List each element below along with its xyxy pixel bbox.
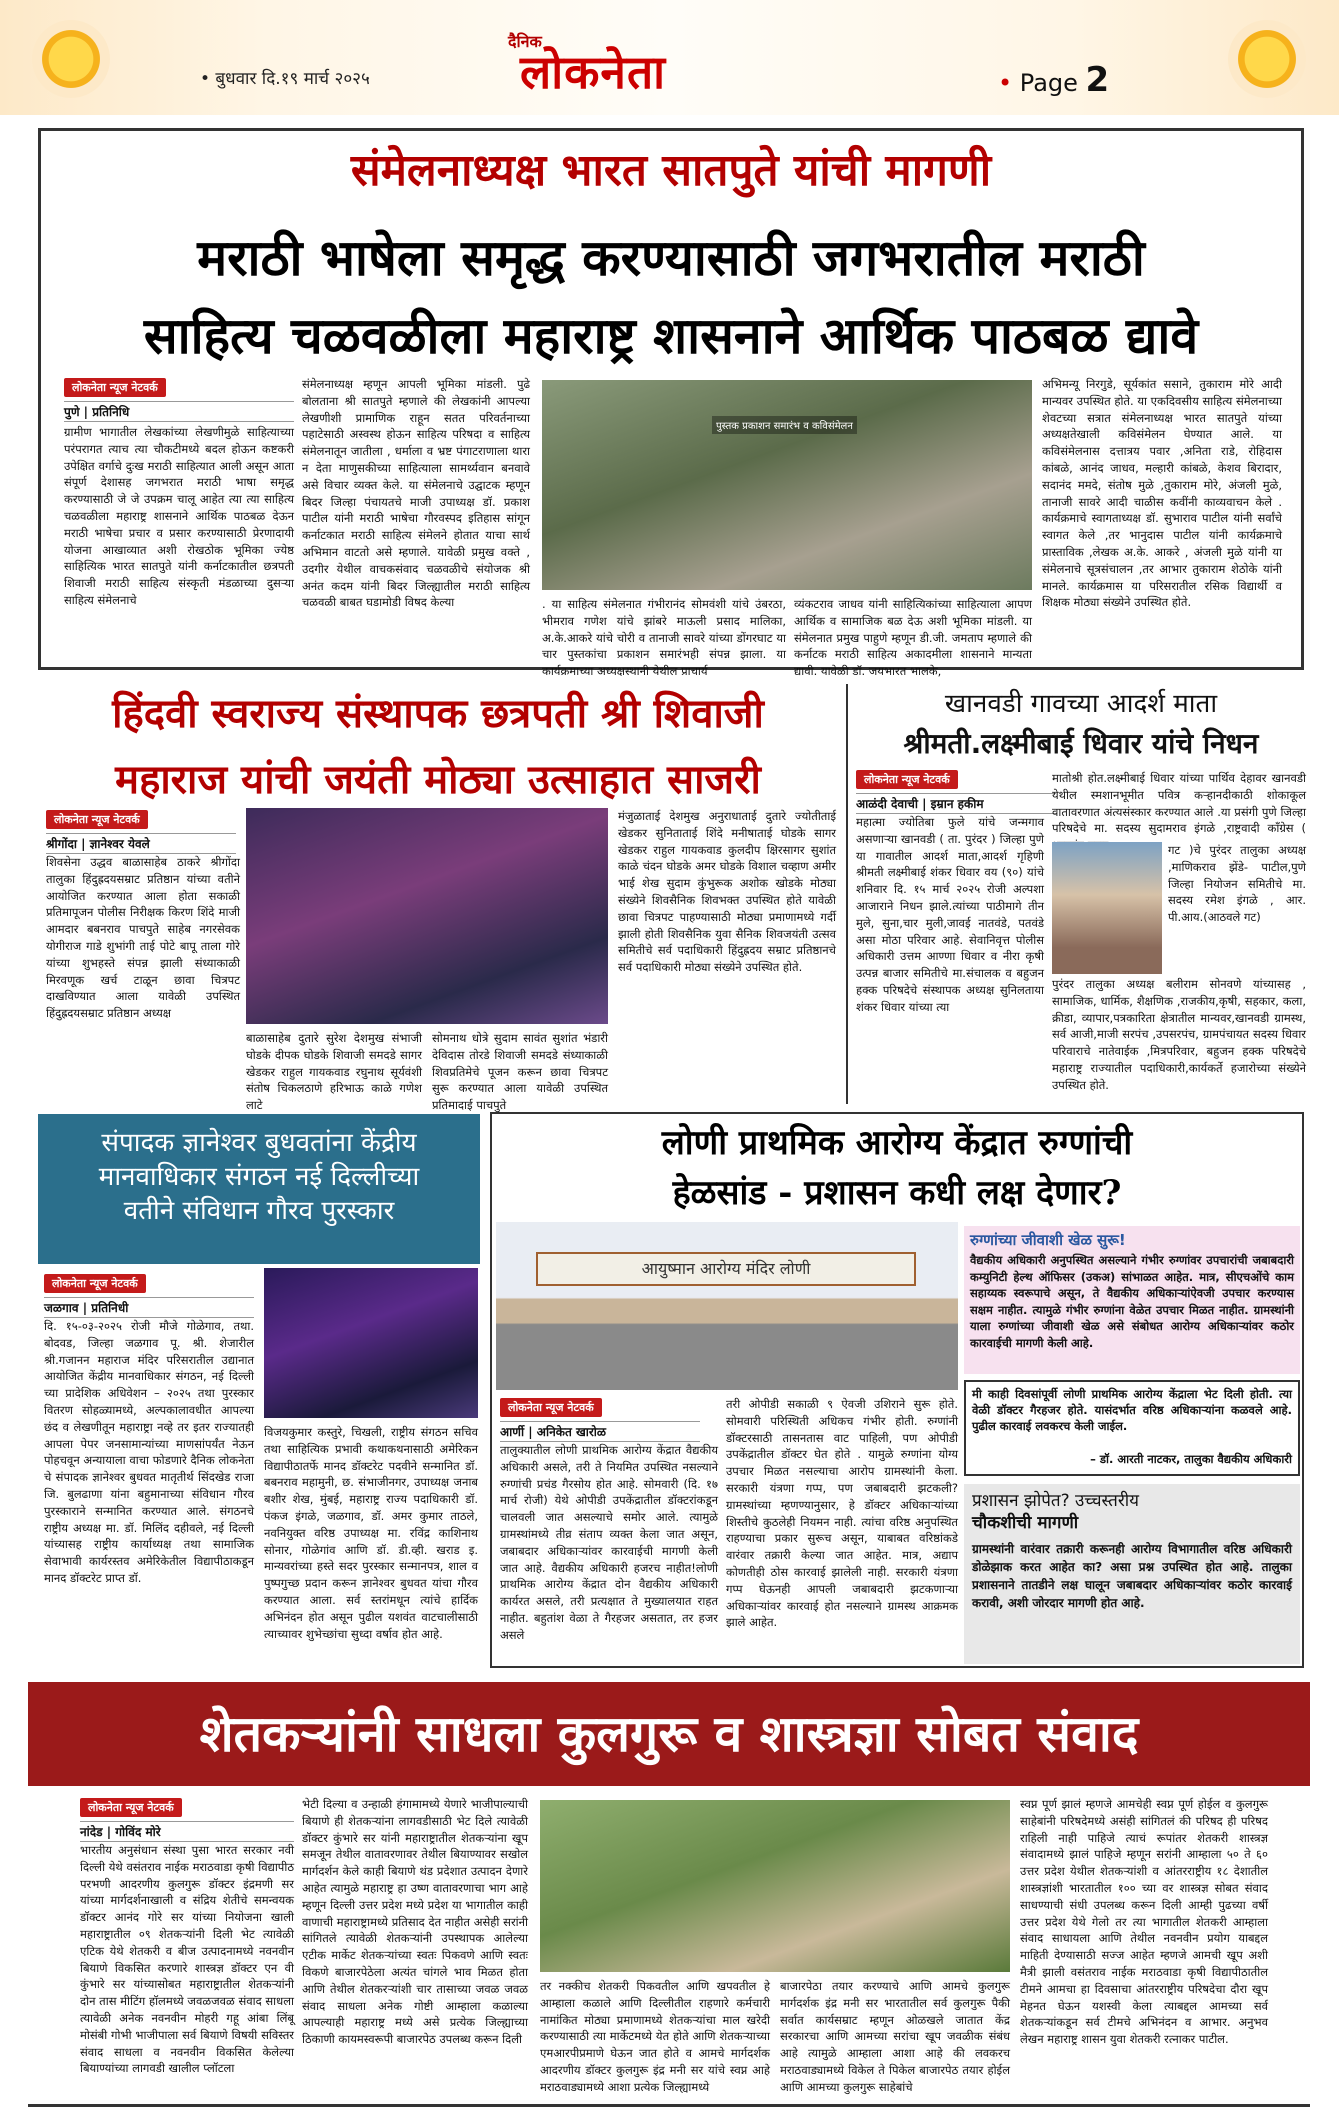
article-column: गट )चे पुरंदर तालुका अध्यक्ष ,माणिकराव झेंडे- पाटील,पुणे जिल्हा नियोजन समितीचे मा. सदस्य रमेश इंगळे , आर. पी.आय.(आठवले गट): [1168, 843, 1306, 925]
box-title: चौकशीची मागणी: [972, 1513, 1079, 1533]
network-tag: लोकनेता न्यूज नेटवर्क: [80, 1798, 182, 1817]
byline: [856, 768, 1056, 818]
award-photo: [264, 1268, 478, 1418]
box-title: रुग्णांच्या जीवाशी खेळ सुरू!: [970, 1231, 1126, 1249]
brand-name: लोकनेता: [520, 45, 667, 99]
farmers-photo: [540, 1800, 1010, 1972]
info-box: [964, 1226, 1300, 1374]
box-title: प्रशासन झोपेत? उच्चस्तरीय: [972, 1491, 1140, 1511]
article-column: तर नक्कीच शेतकरी पिकवतील आणि खपवतील हे आम्हाला कळाले आणि दिल्लीतील राहणारे कर्मचारी नामांकित मोठ्या प्रमाणामध्ये शेतकऱ्यांचा माल खरेदी करण्यासाठी त्या मार्केटमध्ये येत होते आणि शेतकऱ्याच्या एमआरपीप्रमाणे घेऊन जात होते व आमचे मार्गदर्शक आदरणीय डॉक्टर कुलगुरू इंद्र मनी सर यांचे स्वप्न आहे मराठवाड्यामध्ये आशा प्रत्येक जिल्ह्यामध्ये: [540, 1979, 770, 2094]
kicker: संमेलनाध्यक्ष भारत सातपुते यांची मागणी: [350, 145, 992, 196]
bottom-rule: [28, 2104, 1310, 2107]
article-column: बाजारपेठा तयार करण्याचे आणि आमचे कुलगुरू मार्गदर्शक इंद्र मनी सर भारतातील सर्व कुलगुरू पैकी सर्वात कार्यसम्राट म्हणून ओळखले जातात केंद्र सरकारचा आणि आमच्या सरांचा खूप जवळीक संबंध आहे त्यामुळे आम्हाला आशा आहे की लवकरच मराठवाड्यामध्ये विकेल ते पिकेल बाजारपेठ तयार होईल आणि आमच्या कुलगुरू साहेबांचे: [780, 1979, 1010, 2094]
banner-caption: पुस्तक प्रकाशन समारंभ व कविसंमेलन: [712, 416, 857, 434]
headline: शेतकऱ्यांनी साधला कुलगुरू व शास्त्रज्ञा सोबत संवाद: [28, 1682, 1310, 1786]
article-column: ग्रामीण भागातील लेखकांच्या लेखणीमुळे साहित्याच्या परंपरागत त्याच त्या चौकटीमध्ये बदल होऊन कष्टकरी उपेक्षित वर्गाचे दुःख मराठी साहित्यात आली असून आता संपूर्ण देशासह जगभरात मराठी भाषा समृद्ध करण्यासाठी जे जे उपक्रम चालू आहेत त्या त्या साहित्य चळवळीला महाराष्ट्र शासनाने आर्थिक पाठबळ देऊन मराठी भाषेचा प्रचार व प्रसार करण्यासाठी प्रेरणादायी योजना आखाव्यात अशी रोखठोक भूमिका ज्येष्ठ साहित्यिक भारत सातपुते यांनी कर्नाटकातील छत्रपती शिवाजी मराठी साहित्य संस्कृती मंडळाच्या दुसऱ्या साहित्य संमेलनाचे: [64, 425, 294, 607]
article-column: महात्मा ज्योतिबा फुले यांचे जन्मगाव असणाऱ्या खानवडी ( ता. पुरंदर ) जिल्हा पुणे या गावातील आदर्श माता,आदर्श गृहिणी श्रीमती लक्ष्मीबाई शंकर धिवार वय (९०) यांचे शनिवार दि. १५ मार्च २०२५ रोजी अल्पशा आजाराने निधन झाले.त्यांच्या पाठीमागे तीन मुले, सुना,चार मुली,जावई नातवंडे, पतवंडे असा मोठा परिवार आहे. सेवानिवृत्त पोलीस अधिकारी उत्तम आण्णा धिवार व नीरा कृषी उत्पन्न बाजार समितीचे मा.संचालक व बहुजन हक्क परिषदेचे संस्थापक अध्यक्ष सुनिलताया शंकर धिवार यांच्या त्या: [856, 815, 1044, 1014]
headline: खानवडी गावच्या आदर्श माता: [944, 689, 1218, 719]
article-column: व्यंकटराव जाधव यांनी साहित्यिकांच्या साहित्याला आपण आर्थिक व सामाजिक बळ देऊ अशी भूमिका मांडली. या संमेलनात प्रमुख पाहुणे म्हणून डी.जी. जमताप म्हणाले की कर्नाटक मराठी साहित्य अकादमीला शासनाने मान्यता द्यावी. यावेळी डॉ. जयभारत भालके,: [794, 597, 1032, 679]
dateline: नांदेड | गोविंद मोरे: [80, 1821, 294, 1842]
byline: [500, 1396, 700, 1446]
article-column: शिवसेना उद्धव बाळासाहेब ठाकरे श्रीगोंदा तालुका हिंदुह्रदयसम्राट प्रतिष्ठान यांच्या वतीने आयोजित करण्यात आला होता सकाळी प्रतिमापूजन पोलीस निरीक्षक किरण शिंदे माजी आमदार बबनराव पाचपुते साहेब नगरसेवक योगीराज गाडे शुभांगी ताई पोटे बापू ताला गोरे यांच्या शुभहस्ते संपन्न झाली संध्याकाळी मिरवणूक खर्च टाळून छावा चित्रपट दाखविण्यात आला यावेळी उपस्थित हिंदुह्रदयसम्राट प्रतिष्ठान अध्यक्ष: [46, 855, 240, 1021]
page-number: • Page 2: [998, 60, 1110, 100]
article-column: बाळासाहेब दुतारे सुरेश देशमुख संभाजी घोडके दीपक घोडके शिवाजी समदडे सागर खेडकर राहुल गायकवाड रघुनाथ सूर्यवंशी संतोष चिकलठाणे हरिभाऊ काळे गणेश लाटे: [246, 1031, 422, 1113]
article-column: दि. १५-०३-२०२५ रोजी मौजे गोळेगाव, तथा. बोदवड, जिल्हा जळगाव पू. श्री. शेजारील श्री.गजानन महाराज मंदिर परिसरातील उद्यानात आयोजित केंद्रीय मानवाधिकार संगठन, नई दिल्ली च्या प्रादेशिक अधिवेशन – २०२५ तथा पुरस्कार वितरण सोहळ्यामध्ये, अल्पकालावधीत आपल्या छंद व लेखणीतून महाराष्ट्रा नव्हे तर इतर राज्यातही आपला पेपर जनसामान्यांच्या माणसांपर्यंत नेऊन पोहचवून अन्यायाला वाचा फोडणारे दैनिक लोकनेता चे संपादक ज्ञानेश्वर बुधवत मातृतीर्थ सिंदखेड राजा जि. बुलढाणा यांना बहुमानाच्या संविधान गौरव पुरस्काराने सन्मानित करण्यात आले. संगठनचे राष्ट्रीय अध्यक्ष मा. डॉ. मिलिंद दहीवले, नई दिल्ली यांच्यासह राष्ट्रीय कार्याध्यक्ष तथा सामाजिक सेवाभावी कार्यरस्तव अमेरिकेतील विद्यापीठाकडून मानद डॉक्टरेट प्राप्त डॉ.: [44, 1319, 254, 1585]
masthead: [0, 0, 1339, 115]
byline: [64, 376, 294, 426]
box-body: वैद्यकीय अधिकारी अनुपस्थित असल्याने गंभीर रुग्णांवर उपचारांची जबाबदारी कम्युनिटी हेल्थ ऑफिसर (उकअ) सांभाळत आहेत. मात्र, सीएचओंचे काम सहाय्यक स्वरूपाचे असून, ते वैद्यकीय अधिकाऱ्यांऐवजी उपचार करण्यास सक्षम नाहीत. त्यामुळे गंभीर रुग्णांना वेळेत उपचार मिळत नाहीत. ग्रामस्थांनी याला रुग्णांच्या जीवाशी खेळ असे संबोधत आरोग्य अधिकाऱ्यांवर कठोर कारवाईची मागणी केली आहे.: [970, 1253, 1294, 1350]
sun-icon: [1228, 20, 1306, 98]
network-tag: लोकनेता न्यूज नेटवर्क: [46, 810, 148, 829]
byline: [46, 808, 236, 858]
network-tag: लोकनेता न्यूज नेटवर्क: [64, 378, 166, 397]
brand-prefix: दैनिक: [508, 32, 542, 51]
headline: संपादक ज्ञानेश्वर बुधवतांना केंद्रीय: [101, 1128, 417, 1158]
column-divider: [846, 684, 848, 1104]
dateline: श्रीगोंदा | ज्ञानेश्वर येवले: [46, 833, 236, 854]
byline: [44, 1272, 254, 1322]
headline: श्रीमती.लक्ष्मीबाई धिवार यांचे निधन: [903, 727, 1259, 760]
headline: वतीने संविधान गौरव पुरस्कार: [123, 1196, 395, 1226]
award-headline-box: [38, 1114, 480, 1264]
article-column: मंजुळाताई देशमुख अनुराधाताई दुतारे ज्योतीताई खेडकर सुनिताताई शिंदे मनीषाताई घोडके सागर खेडकर राहुल गायकवाड कुलदीप क्षिरसागर सुशांत काळे चंदन घोडके अमर घोडके विशाल चव्हाण अमीर भाई शेख सुदाम कुंभुरूक अशोक खोडके मोठ्या संख्येने शिवसैनिक शिवभक्त उपस्थित होते यावेळी छावा चित्रपट पाहण्यासाठी मोठ्या प्रमाणामध्ये गर्दी झाली होती शिवसैनिक युवा सैनिक शिवजयंती उत्सव समितीचे सर्व पदाधिकारी हिंदुह्रदय सम्राट प्रतिष्ठानचे सर्व पदाधिकारी मोठ्या संख्येने उपस्थित होते.: [618, 809, 836, 975]
headline: साहित्य चळवळीला महाराष्ट्र शासनाने आर्थिक पाठबळ द्यावे: [143, 306, 1199, 365]
event-photo: [246, 808, 608, 1024]
issue-date: • बुधवार दि.१९ मार्च २०२५: [200, 69, 370, 89]
article-column: स्वप्न पूर्ण झालं म्हणजे आमचेही स्वप्न पूर्ण होईल व कुलगुरू साहेबांनी परिषदेमध्ये असंही सांगितलं की परिषद ही परिषद राहिली नाही पाहिजे त्याचं रूपांतर शेतकरी शास्त्रज्ञ संवादामध्ये झालं पाहिजे म्हणून सरांनी आम्हाला ५० ते ६० उत्तर प्रदेश येथील शेतकऱ्यांशी व आंतरराष्ट्रीय १८ देशातील शास्त्रज्ञांशी भारतातील १०० च्या वर शास्त्रज्ञ सोबत संवाद साधण्याची संधी उपलब्ध करून दिली आम्ही पुढच्या वर्षी उत्तर प्रदेश येथे गेलो तर त्या भागातील शेतकरी आम्हाला संवाद साधायला आणि तेथील नवनवीन प्रयोग याबद्दल माहिती देण्यासाठी सज्ज आहेत म्हणजे आमची खूप अशी मैत्री झाली वसंतराव नाईक मराठवाडा कृषी विद्यापीठातील टीमने आमचा हा दिवसाचा आंतरराष्ट्रीय परिषदेचा दौरा खूप मेहनत घेऊन यशस्वी केला त्याबद्दल आमच्या सर्व शेतकऱ्यांकडून सर्व टीमचे अभिनंदन व आभार. अनुभव लेखन महाराष्ट्र शासन युवा शेतकरी रत्नाकर पाटील.: [1020, 1797, 1268, 2047]
headline: हेळसांड - प्रशासन कधी लक्ष देणार?: [672, 1173, 1122, 1213]
article-column: भेटी दिल्या व उन्हाळी हंगामामध्ये येणारे भाजीपाल्याची बियाणे ही शेतकऱ्यांना लागवडीसाठी भेट दिले त्यावेळी डॉक्टर कुंभारे सर यांनी महाराष्ट्रातील शेतकऱ्यांना खूप समजून तेथील वातावरणावर तेथील बियाण्यावर सखोल मार्गदर्शन केले काही बियाणे थंड प्रदेशात उत्पादन देणारे आहेत त्यामुळे महाराष्ट्र हा उष्ण वातावरणाचा भाग आहे म्हणून दिल्ली उत्तर प्रदेश मध्ये प्रदेश या भागातील काही वाणाची महाराष्ट्रामध्ये प्रतिसाद देत नाहीत असेही सरांनी सांगितले त्यावेळी शेतकऱ्यांनी उपस्थापक आलेल्या एटीक मार्केट शेतकऱ्यांच्या स्वतः पिकवणे आणि स्वतः विकणे बाजारपेठेला अत्यंत चांगले भाव मिळत होता आणि तेथील शेतकरऱ्यांशी चार तासाच्या जवळ जवळ संवाद साधला अनेक गोष्टी आम्हाला कळाल्या आपल्याही महाराष्ट्र मध्ये असे प्रत्येक जिल्ह्याच्या ठिकाणी कायमस्वरूपी बाजारपेठ उपलब्ध करून दिली: [302, 1797, 528, 2047]
portrait-photo: [1052, 842, 1162, 974]
box-body: ग्रामस्थांनी वारंवार तक्रारी करूनही आरोग्य विभागातील वरिष्ठ अधिकारी डोळेझाक करत आहेत का? असा प्रश्न उपस्थित होत आहे. तालुका प्रशासनाने तातडीने लक्ष घालून जबाबदार अधिकाऱ्यांवर कठोर कारवाई करावी, अशी जोरदार मागणी होत आहे.: [972, 1542, 1292, 1610]
article-column: संमेलनाध्यक्ष म्हणून आपली भूमिका मांडली. पुढे बोलताना श्री सातपुते म्हणाले की लेखकांनी आपल्या लेखणीशी प्रामाणिक राहून सतत परिवर्तनाच्या पहाटेसाठी अस्वस्थ होऊन साहित्य परिषदा व साहित्य संमेलनातून जातीला , धर्माला व भ्रष्ट पंगाटराणाला थारा न देता माणुसकीच्या साहित्याला सामर्थ्यवान बनवावे असे विचार व्यक्त केले. या संमेलनाचे उद्घाटक म्हणून बिदर जिल्हा पंचायतचे माजी उपाध्यक्ष डॉ. प्रकाश पाटील यांनी मराठी भाषेचा गौरवस्पद इतिहास सांगून कर्नाटकात मराठी साहित्य संमेलने होतात याचा सार्थ अभिमान वाटतो असे म्हणाले. यावेळी प्रमुख वक्ते , उदगीर येथील वाचकसंवाद चळवळीचे संयोजक श्री अनंत कदम यांनी बिदर जिल्ह्यातील मराठी साहित्य चळवळी बाबत घडामोडी विषद केल्या: [302, 377, 530, 610]
headline: मराठी भाषेला समृद्ध करण्यासाठी जगभरातील मराठी: [197, 228, 1145, 287]
dateline: आर्णी | अनिकेत खारोळ: [500, 1421, 700, 1442]
headline: हिंदवी स्वराज्य संस्थापक छत्रपती श्री शिवाजी: [112, 690, 764, 737]
quote-author: – डॉ. आरती नाटकर, तालुका वैद्यकीय अधिकारी: [1090, 1452, 1292, 1466]
byline: [80, 1796, 294, 1846]
dateline: पुणे | प्रतिनिधि: [64, 401, 294, 422]
building-sign: आयुष्मान आरोग्य मंदिर लोणी: [536, 1252, 916, 1286]
dateline: आळंदी देवाची | इम्रान हकीम: [856, 793, 1056, 814]
article-column: भारतीय अनुसंधान संस्था पुसा भारत सरकार नवी दिल्ली येथे वसंतराव नाईक मराठवाडा कृषी विद्यापीठ परभणी आदरणीय कुलगुरू डॉक्टर इंद्रमणी सर यांच्या मार्गदर्शनाखाली व संद्रिय शेतीचे समन्वयक डॉक्टर आनंद गोरे सर यांच्या नियोजना खाली महाराष्ट्रातील ०९ शेतकऱ्यांनी दिली भेट त्यावेळी एटिक येथे शेतकरी व बीज उत्पादनामध्ये नवनवीन बियाणे विकसित करणारे शास्त्रज्ञ डॉक्टर एन वी कुंभारे सर यांच्यासोबत महाराष्ट्रातील शेतकऱ्यांनी दोन तास मीटिंग हॉलमध्ये जवळजवळ संवाद साधला त्यावेळी अनेक नवनवीन मोहरी गहू आंबा लिंबू मोसंबी गोभी भाजीपाला सर्व बियाणे विषयी सविस्तर संवाद साधला व नवनवीन विकसित केलेल्या बियाण्यांच्या लागवडी खालील प्लॉटला: [80, 1843, 294, 2076]
quote-body: मी काही दिवसांपूर्वी लोणी प्राथमिक आरोग्य केंद्राला भेट दिली होती. त्या वेळी डॉक्टर गैरहजर होते. यासंदर्भात वरिष्ठ अधिकाऱ्यांना कळवले आहे. पुढील कारवाई लवकरच केली जाईल.: [972, 1387, 1292, 1433]
quote-box: [964, 1380, 1300, 1476]
network-tag: लोकनेता न्यूज नेटवर्क: [856, 770, 958, 789]
article-column: सोमनाथ धोत्रे सुदाम सावंत सुशांत भंडारी देविदास तोरडे शिवाजी समदडे संध्याकाळी शिवप्रतिमेचे पूजन करून छावा चित्रपट सुरू करण्यात आला यावेळी उपस्थित प्रतिमादाई पाचपुते: [432, 1031, 608, 1113]
article-column: तालुक्यातील लोणी प्राथमिक आरोग्य केंद्रात वैद्यकीय अधिकारी असले, तरी ते नियमित उपस्थित नसल्याने रुग्णांची प्रचंड गैरसोय होत आहे. सोमवारी (दि. १७ मार्च रोजी) येथे ओपीडी उपकेंद्रातील डॉक्टरांकडून चालवली जात असल्याचे समोर आले. त्यामुळे ग्रामस्थांमध्ये तीव्र संताप व्यक्त केला जात असून, जबाबदार अधिकाऱ्यांवर कारवाईची मागणी केली जात आहे. वैद्यकीय अधिकारी हजरच नाहीत!लोणी प्राथमिक आरोग्य केंद्रात दोन वैद्यकीय अधिकारी कार्यरत असले, तरी प्रत्यक्षात ते मुख्यालयात राहत नाहीत. बहुतांश वेळा ते गैरहजर असतात, तर हजर असले: [500, 1443, 718, 1642]
article-column: तरी ओपीडी सकाळी ९ ऐवजी उशिराने सुरू होते. सोमवारी परिस्थिती अधिकच गंभीर होती. रुग्णांनी डॉक्टरसाठी तासनतास वाट पाहिली, पण ओपीडी उपकेंद्रातील डॉक्टर घेत होते . यामुळे रुग्णांना योग्य उपचार मिळत नसल्याचा आरोप ग्रामस्थांनी केला. सरकारी यंत्रणा गप्प, पण जबाबदारी झटकली? ग्रामस्थांच्या म्हणण्यानुसार, हे डॉक्टर अधिकाऱ्यांच्या शिस्तीचे कुठलेही नियमन नाही. त्यांचा वरिष्ठ अनुपस्थित राहण्याचा प्रकार सुरूच असून, याबाबत वरिष्ठांकडे वारंवार तक्रारी केल्या जात आहेत. मात्र, अद्याप कोणतीही ठोस कारवाई झालेली नाही. सरकारी यंत्रणा गप्प घेऊनही आपली जबाबदारी झटकणाऱ्या अधिकाऱ्यांवर कारवाई होत नसल्याने ग्रामस्थ आक्रमक झाले आहेत.: [726, 1397, 958, 1630]
sun-icon: [32, 20, 110, 98]
network-tag: लोकनेता न्यूज नेटवर्क: [44, 1274, 146, 1293]
headline: महाराज यांची जयंती मोठ्या उत्साहात साजरी: [115, 756, 761, 803]
demand-box: [964, 1484, 1300, 1664]
article-column: मातोश्री होत.लक्ष्मीबाई धिवार यांच्या पार्थिव देहावर खानवडी येथील स्मशानभूमीत पवित्र कऱ्हानदीकाठी शोकाकूल वातावरणात अंत्यसंस्कार करण्यात आले .या प्रसंगी पुणे जिल्हा परिषदेचे मा. सदस्य सुदामराव इंगळे ,राष्ट्रवादी काँग्रेस (: [1052, 771, 1306, 836]
health-center-photo: [496, 1222, 958, 1390]
article-column: अभिमन्यू निरगुडे, सूर्यकांत ससाने, तुकाराम मोरे आदी मान्यवर उपस्थित होते. या एकदिवसीय साहित्य संमेलनाच्या शेवटच्या सत्रात संमेलनाध्यक्ष भारत सातपुते यांच्या अध्यक्षतेखाली कविसंमेलन घेण्यात आले. या कविसंमेलनास दत्तात्रय पवार ,अनिता राडे, रोहिदास कांबळे, आनंद जाधव, मल्हारी कांबळे, केशव बिरादार, सदानंद ममदे, संतोष मुळे ,तुकाराम मोरे, अंजली मुळे, तानाजी सावरे आदी चाळीस कवींनी काव्यवाचन केले . कार्यक्रमाचे स्वागताध्यक्ष डॉ. सुभाराव पाटील यांनी सर्वांचे स्वागत केले ,तर भानुदास पाटील यांनी कार्यक्रमाचे प्रास्ताविक ,लेखक अ.के. आकरे , अंजली मुळे यांनी या संमेलनाचे सूत्रसंचालन ,तर आभार तुकाराम शेठोके यांनी मानले. कार्यक्रमास या परिसरातील रसिक विद्यार्थी व शिक्षक मोठ्या संख्येने उपस्थित होते.: [1042, 377, 1282, 610]
headline: मानवाधिकार संगठन नई दिल्लीच्या: [98, 1162, 420, 1192]
article-column: विजयकुमार कस्तुरे, चिखली, राष्ट्रीय संगठन सचिव तथा साहित्यिक प्रभावी कथाकथनासाठी अमेरिकन विद्यापीठातर्फे मानद डॉक्टरेट पदवीने सन्मानित डॉ. बबनराव महामुनी, छ. संभाजीनगर, उपाध्यक्ष जनाब बशीर शेख, मुंबई, महाराष्ट्र राज्य पदाधिकारी डॉ. पंकज इंगळे, जळगाव, डॉ. अमर कुमार ताठले, नवनियुक्त वरिष्ठ उपाध्यक्ष मा. रविंद्र काशिनाथ सोनार, गोळेगांव आणि डॉ. डी.व्ही. खराड इ. मान्यवरांच्या हस्ते सदर पुरस्कार सन्मानपत्र, शाल व पुष्पगुच्छ प्रदान करून ज्ञानेश्वर बुधवत यांचा गौरव करण्यात आला. सर्व स्तरांमधून त्यांचे हार्दिक अभिनंदन होत असून पुढील यशवंत वाटचालीसाठी त्याच्यावर शुभेच्छांचा सुध्दा वर्षाव होत आहे.: [264, 1425, 478, 1641]
network-tag: लोकनेता न्यूज नेटवर्क: [500, 1398, 602, 1417]
event-photo: [542, 380, 1032, 590]
headline: लोणी प्राथमिक आरोग्य केंद्रात रुग्णांची: [661, 1123, 1133, 1163]
article-column: पुरंदर तालुका अध्यक्ष बलीराम सोनवणे यांच्यासह , सामाजिक, धार्मिक, शैक्षणिक ,राजकीय,कृषी, सहकार, कला, क्रीडा, व्यापार,पत्रकारिता क्षेत्रातील मान्यवर,खानवडी ग्रामस्थ, सर्व आजी,माजी सरपंच ,उपसरपंच, ग्रामपंचायत सदस्य धिवार परिवाराचे नातेवाईक ,मित्रपरिवार, बहुजन हक्क परिषदेचे महाराष्ट्र राज्यातील पदाधिकारी,कार्यकर्ते हजारोच्या संख्येने उपस्थित होते.: [1052, 977, 1306, 1092]
article-column: . या साहित्य संमेलनात गंभीरानंद सोमवंशी यांचे उंबरठा, भीमराव गणेश यांचे झांबरे माऊली प्रसाद मालिका, अ.के.आकरे यांचे चोरी व तानाजी सावरे यांच्या डोंगरघाट या चार पुस्तकांचा प्रकाशन समारंभही संपन्न झाला. या कार्यक्रमाच्या अध्यक्षस्थानी येथील प्राचार्य: [542, 597, 786, 679]
dateline: जळगाव | प्रतिनिधी: [44, 1297, 254, 1318]
